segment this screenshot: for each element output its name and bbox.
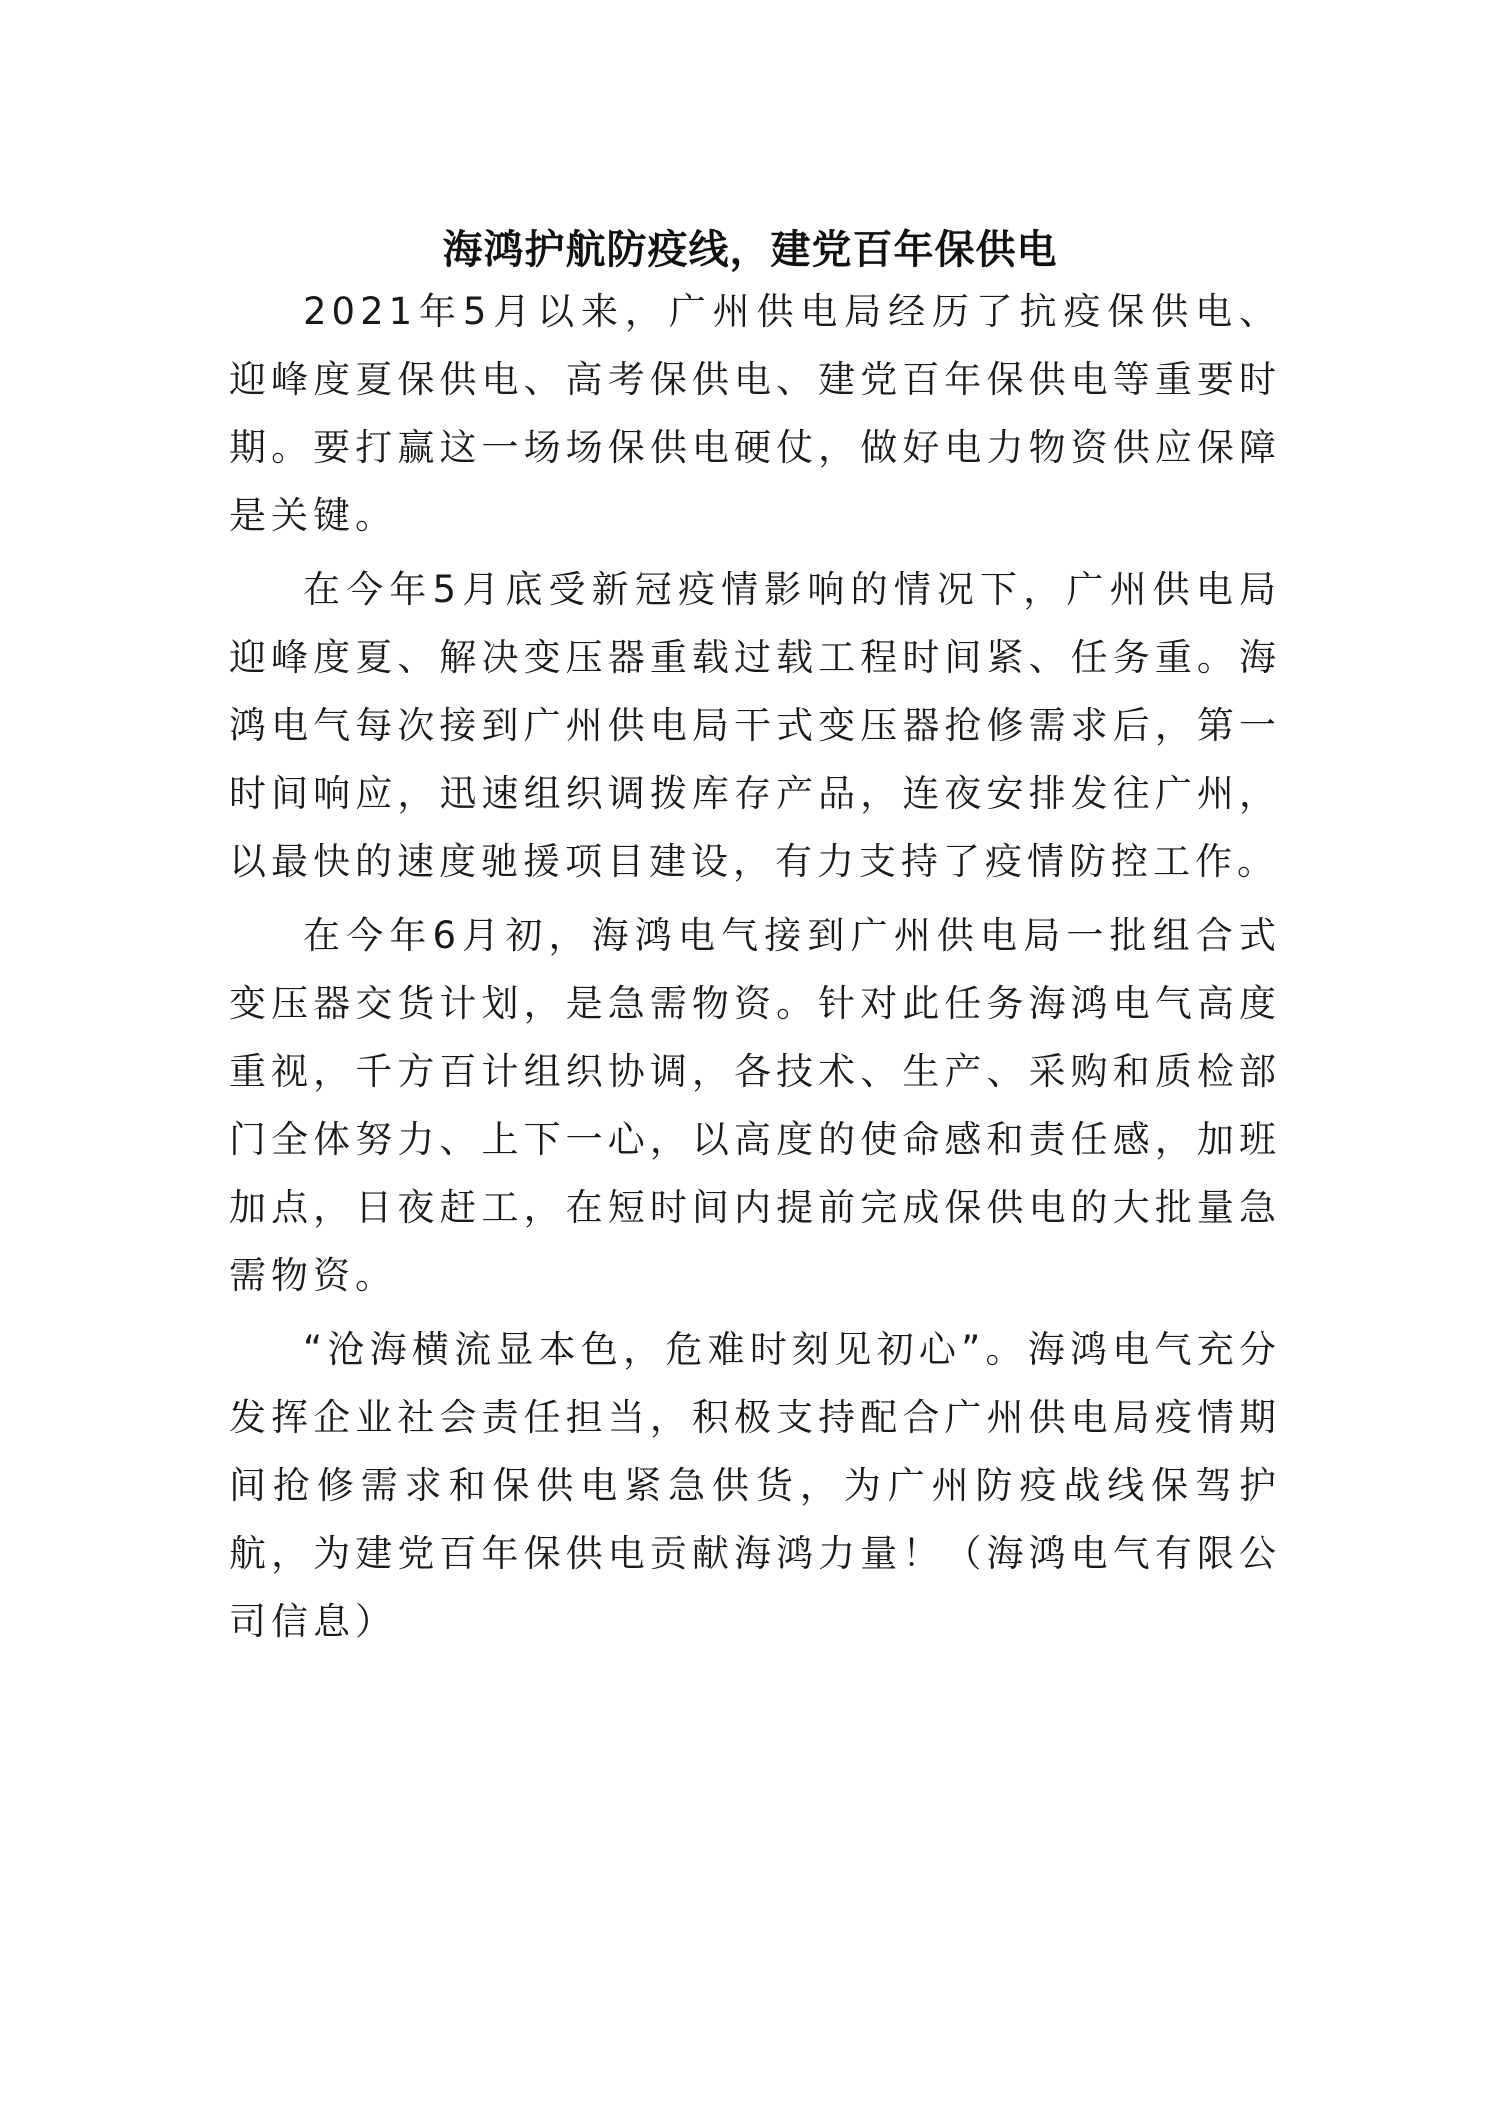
paragraph-1: 2021年5月以来，广州供电局经历了抗疫保供电、迎峰度夏保供电、高考保供电、建党百年保供电等重要时期。要打赢这一场场保供电硬仗，做好电力物资供应保障是关键。	[229, 290, 1281, 537]
paragraph-3: 在今年6月初，海鸿电气接到广州供电局一批组合式变压器交货计划，是急需物资。针对此任务海鸿电气高度重视，千方百计组织协调，各技术、生产、采购和质检部门全体努力、上下一心，以高度的使命感和责任感，加班加点，日夜赶工，在短时间内提前完成保供电的大批量急需物资。	[229, 914, 1281, 1297]
document-title: 海鸿护航防疫线，建党百年保供电	[442, 225, 1058, 273]
document-body	[229, 278, 1281, 1662]
paragraph-4: “沧海横流显本色，危难时刻见初心”。海鸿电气充分发挥企业社会责任担当，积极支持配合广州供电局疫情期间抢修需求和保供电紧急供货，为广州防疫战线保驾护航，为建党百年保供电贡献海鸿力量！（海鸿电气有限公司信息）	[229, 1328, 1281, 1643]
paragraph-2: 在今年5月底受新冠疫情影响的情况下，广州供电局迎峰度夏、解决变压器重载过载工程时间紧、任务重。海鸿电气每次接到广州供电局干式变压器抢修需求后，第一时间响应，迅速组织调拨库存产品，连夜安排发往广州，以最快的速度驰援项目建设，有力支持了疫情防控工作。	[229, 568, 1281, 883]
